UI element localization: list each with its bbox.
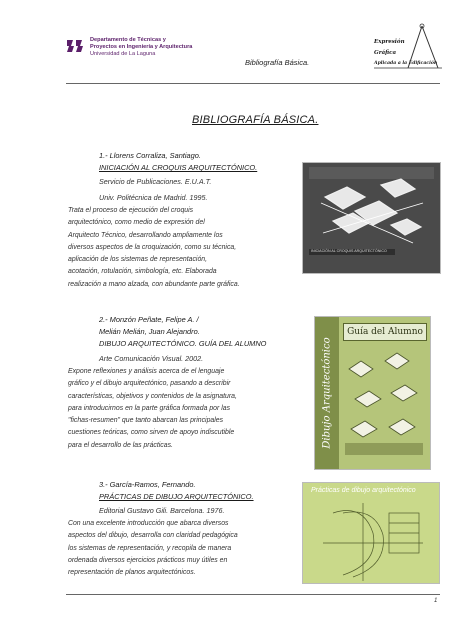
university-logo-icon — [66, 37, 86, 53]
entry-3-publisher: Editorial Gustavo Gili. Barcelona. 1976. — [99, 506, 225, 515]
entry-2-cover-spine-text: Dibujo Arquitectónico — [321, 337, 333, 449]
emblem-line-3: Aplicada a la Edificación — [374, 61, 438, 66]
architectural-drawing-icon — [303, 483, 439, 583]
header-divider — [66, 83, 440, 84]
entry-2-line: gráfico y el dibujo arquitectónico, pasando a describir — [68, 380, 231, 388]
footer-divider — [66, 594, 440, 595]
entry-3-description — [68, 518, 296, 579]
entry-2-author-2: Melián Melián, Juan Alejandro. — [99, 327, 200, 336]
entry-2-line: "fichas-resumen" que tanto abarcan las principales — [68, 417, 224, 425]
entry-2-author: 2.- Monzón Peñate, Felipe A. / — [99, 315, 199, 324]
entry-3-book-cover — [302, 482, 440, 584]
entry-1-book-cover — [302, 162, 441, 274]
university-name: Universidad de La Laguna — [90, 51, 156, 57]
entry-1-line: diversos aspectos de la croquización, como su técnica, — [68, 243, 237, 251]
entry-1-line: acotación, rotulación, simbología, etc. Elaborada — [68, 268, 217, 276]
entry-2-publisher: Arte Comunicación Visual. 2002. — [99, 354, 204, 363]
entry-1-line: realización a mano alzada, con abundante parte gráfica. — [68, 280, 240, 288]
entry-2-line: para el desarrollo de las prácticas. — [68, 441, 173, 449]
entry-2-line: características, objetivos y contenidos de la asignatura, — [68, 392, 237, 400]
isometric-figures-icon — [341, 347, 427, 457]
entry-2-line: Expone reflexiones y análisis acerca de el lenguaje — [68, 368, 225, 375]
department-line-2: Proyectos en Ingeniería y Arquitectura — [90, 44, 193, 50]
entry-1-line: Trata el proceso de ejecución del croquis — [68, 207, 194, 214]
entry-3-author: 3.- García-Ramos, Fernando. — [99, 480, 196, 489]
entry-2-spine-text-box — [315, 317, 339, 469]
expresion-grafica-emblem — [370, 22, 444, 78]
header-title: Bibliografía Básica. — [245, 58, 310, 67]
department-line-1: Departamento de Técnicas y — [90, 37, 166, 43]
entry-3-line: los sistemas de representación, y recopila de manera — [68, 544, 232, 552]
entry-1-cover-text: INICIACIÓN AL CROQUIS ARQUITECTÓNICO — [311, 249, 387, 253]
page-title: BIBLIOGRAFÍA BÁSICA. — [192, 114, 319, 126]
entry-1-description — [68, 205, 296, 291]
entry-2-line: para introducirnos en la parte gráfica formada por las — [68, 404, 231, 412]
entry-3-cover-title: Prácticas de dibujo arquitectónico — [311, 487, 416, 494]
entry-2-book-cover — [314, 316, 431, 470]
entry-3-line: representación de planos arquitectónicos. — [68, 569, 196, 577]
entry-3-title: PRÁCTICAS DE DIBUJO ARQUITECTÓNICO. — [99, 492, 254, 501]
entry-2-description — [68, 366, 296, 452]
page-number: 1 — [434, 598, 438, 604]
department-name — [90, 37, 192, 58]
entry-3-line: Con una excelente introducción que abarca diversos — [68, 520, 229, 527]
entry-1-publisher-2: Univ. Politécnica de Madrid. 1995. — [99, 193, 208, 202]
entry-1-title: INICIACIÓN AL CROQUIS ARQUITECTÓNICO. — [99, 163, 258, 172]
entry-3-line: ordenada diversos ejercicios prácticos muy útiles en — [68, 556, 228, 564]
entry-1-publisher: Servicio de Publicaciones. E.U.A.T. — [99, 177, 212, 186]
entry-2-title: DIBUJO ARQUITECTÓNICO. GUÍA DEL ALUMNO — [99, 339, 267, 348]
entry-3-line: aspectos del dibujo, desarrolla con claridad pedagógica — [68, 532, 238, 540]
architectural-sketch-icon — [303, 163, 440, 273]
emblem-line-2: Gráfica — [374, 50, 397, 56]
entry-1-author: 1.- Llorens Corraliza, Santiago. — [99, 151, 201, 160]
emblem-line-1: Expresión — [374, 39, 405, 45]
entry-1-line: arquitectónico, como medio de expresión del — [68, 219, 205, 227]
entry-2-cover-title: Guía del Alumno — [343, 323, 427, 341]
entry-1-line: Arquitecto Técnico, desarrollando ampliamente los — [68, 231, 223, 239]
entry-1-line: aplicación de los sistemas de representación, — [68, 256, 208, 264]
entry-2-line: cuestiones teóricas, como sirven de apoyo indiscutible — [68, 429, 235, 437]
